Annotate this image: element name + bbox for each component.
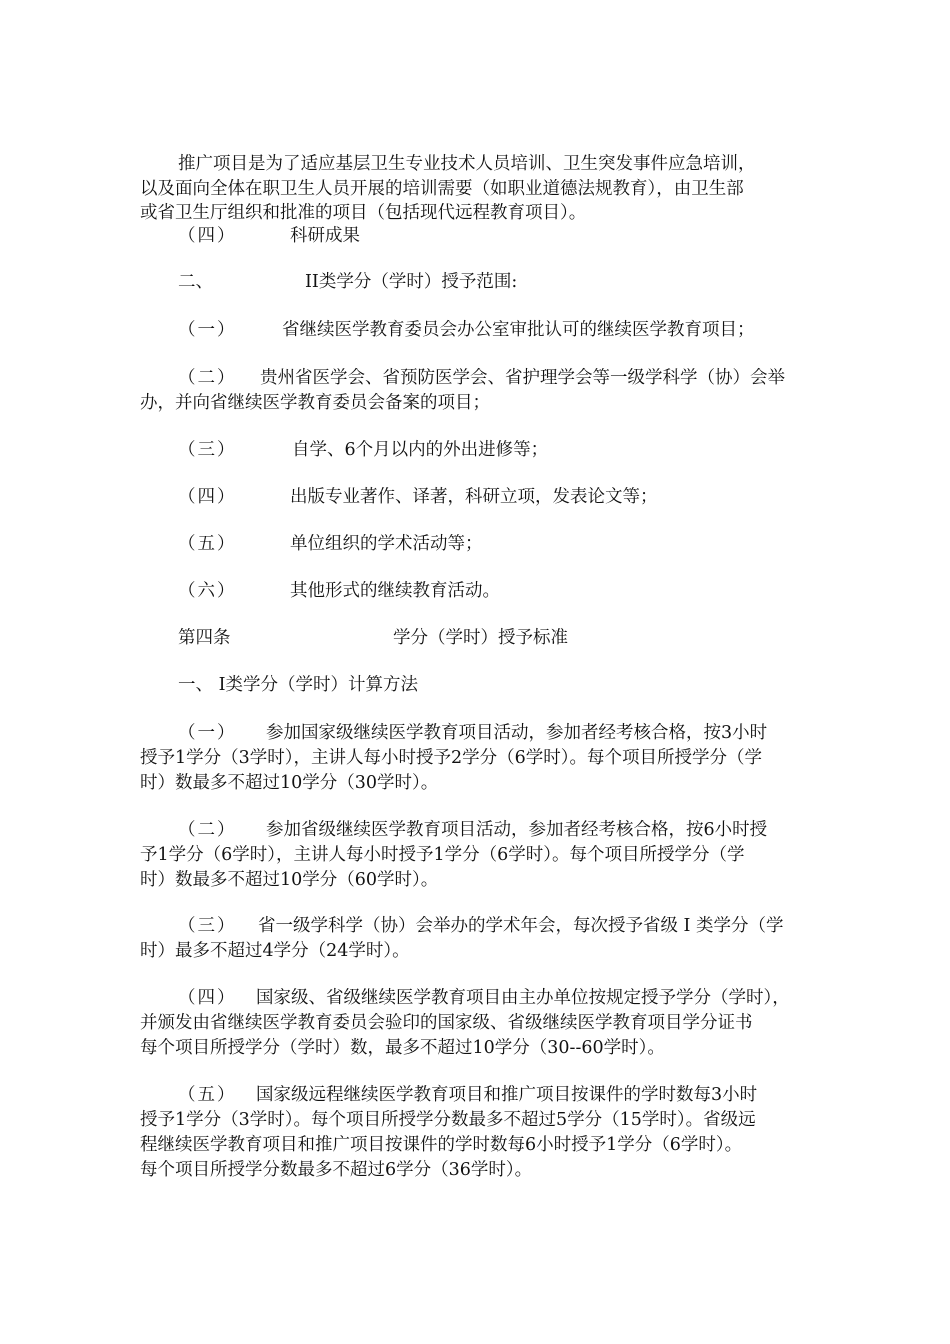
calc-item-5-label: （五）: [178, 1085, 237, 1105]
calc-item-2-label: （二）: [178, 820, 237, 840]
calc-item-3-line-2: 时）最多不超过4学分（24学时）。: [140, 941, 410, 961]
item-four-text: 科研成果: [290, 226, 360, 246]
section-one-heading: 一、 I类学分（学时）计算方法: [178, 675, 418, 695]
scope-item-3-label: （三）: [178, 440, 237, 460]
item-four-label: （四）: [178, 226, 237, 246]
calc-item-5-line-4: 每个项目所授学分数最多不超过6学分（36学时）。: [140, 1160, 533, 1180]
calc-item-1-label: （一）: [178, 723, 237, 743]
calc-item-1-line-3: 时）数最多不超过10学分（30学时）。: [140, 773, 439, 793]
scope-item-5-label: （五）: [178, 534, 237, 554]
scope-item-4-label: （四）: [178, 487, 237, 507]
calc-item-4-line-1: 国家级、省级继续医学教育项目由主办单位按规定授予学分（学时），: [256, 988, 790, 1008]
calc-item-3-line-1: 省一级学科学（协）会举办的学术年会，每次授予省级 I 类学分（学: [258, 916, 784, 936]
scope-item-3-line-1: 自学、6个月以内的外出进修等；: [292, 440, 549, 460]
scope-item-1-line-1: 省继续医学教育委员会办公室审批认可的继续医学教育项目；: [282, 320, 755, 340]
calc-item-1-line-2: 授予1学分（3学时），主讲人每小时授予2学分（6学时）。每个项目所授学分（学: [140, 748, 763, 768]
scope-item-2-label: （二）: [178, 368, 237, 388]
calc-item-4-line-2: 并颁发由省继续医学教育委员会验印的国家级、省级继续医学教育项目学分证书: [140, 1013, 753, 1033]
scope-item-1-label: （一）: [178, 320, 237, 340]
scope-item-6-label: （六）: [178, 581, 237, 601]
calc-item-5-line-3: 程继续医学教育项目和推广项目按课件的学时数每6小时授予1学分（6学时）。: [140, 1135, 743, 1155]
scope-item-6-line-1: 其他形式的继续教育活动。: [290, 581, 500, 601]
calc-item-2-line-1: 参加省级继续医学教育项目活动，参加者经考核合格，按6小时授: [266, 820, 768, 840]
scope-item-2-line-1: 贵州省医学会、省预防医学会、省护理学会等一级学科学（协）会举: [260, 368, 785, 388]
calc-item-4-label: （四）: [178, 988, 237, 1008]
intro-line-3: 或省卫生厅组织和批准的项目（包括现代远程教育项目）。: [140, 203, 587, 223]
calc-item-1-line-1: 参加国家级继续医学教育项目活动，参加者经考核合格，按3小时: [266, 723, 768, 743]
scope-item-4-line-1: 出版专业著作、译著，科研立项，发表论文等；: [290, 487, 658, 507]
article-four-heading: 学分（学时）授予标准: [393, 628, 568, 648]
intro-line-2: 以及面向全体在职卫生人员开展的培训需要（如职业道德法规教育），由卫生部: [140, 179, 744, 199]
calc-item-5-line-1: 国家级远程继续医学教育项目和推广项目按课件的学时数每3小时: [256, 1085, 758, 1105]
section-two-heading: II类学分（学时）授予范围:: [305, 272, 518, 292]
scope-item-2-line-2: 办，并向省继续医学教育委员会备案的项目；: [140, 393, 490, 413]
calc-item-2-line-2: 予1学分（6学时），主讲人每小时授予1学分（6学时）。每个项目所授学分（学: [140, 845, 745, 865]
section-two-label: 二、: [178, 272, 213, 292]
article-four-label: 第四条: [178, 628, 231, 648]
calc-item-3-label: （三）: [178, 916, 237, 936]
scope-item-5-line-1: 单位组织的学术活动等；: [290, 534, 483, 554]
intro-line-1: 推广项目是为了适应基层卫生专业技术人员培训、卫生突发事件应急培训，: [178, 154, 756, 174]
calc-item-2-line-3: 时）数最多不超过10学分（60学时）。: [140, 870, 439, 890]
calc-item-5-line-2: 授予1学分（3学时）。每个项目所授学分数最多不超过5学分（15学时）。省级远: [140, 1110, 756, 1130]
calc-item-4-line-3: 每个项目所授学分（学时）数，最多不超过10学分（30--60学时）。: [140, 1038, 665, 1058]
